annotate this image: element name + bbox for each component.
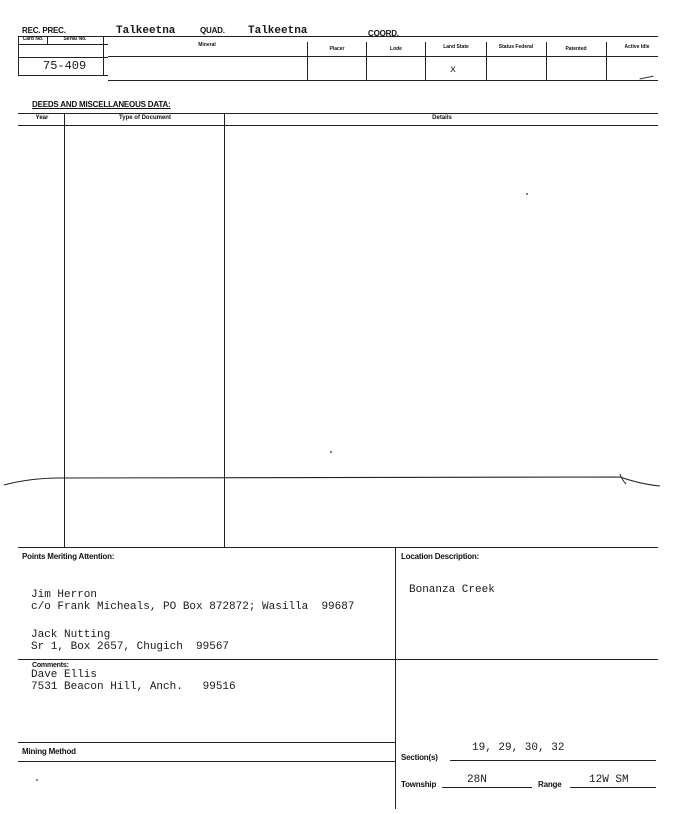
patented-label: Patented bbox=[565, 46, 587, 52]
speck bbox=[36, 779, 38, 781]
header-left-mid-rule bbox=[18, 57, 108, 58]
col-year-label: Year bbox=[35, 115, 49, 121]
rec-prec-label: REC. PREC. bbox=[22, 26, 66, 35]
active-idle-label: Active Idle bbox=[624, 44, 650, 50]
col-type-label: Type of Document bbox=[119, 115, 171, 121]
range-value: 12W SM bbox=[589, 774, 629, 786]
sections-label: Section(s) bbox=[401, 753, 438, 762]
deeds-header-rule bbox=[18, 125, 658, 126]
points-line4: Sr 1, Box 2657, Chugich 99567 bbox=[31, 641, 230, 653]
points-line3: Jack Nutting bbox=[31, 629, 111, 641]
comments-rule bbox=[18, 659, 395, 660]
comments-line1: Dave Ellis bbox=[31, 669, 98, 681]
quad-label: QUAD. bbox=[200, 26, 225, 35]
points-line2: c/o Frank Micheals, PO Box 872872; Wasilla 99687 bbox=[31, 601, 355, 613]
bottom-center-divider bbox=[395, 547, 396, 809]
header-bottom-rule bbox=[108, 80, 658, 81]
sections-underline bbox=[450, 760, 656, 761]
status-federal-label: Status Federal bbox=[498, 44, 534, 50]
header-card-mineral-divider bbox=[103, 36, 104, 76]
placer-label: Placer bbox=[329, 46, 345, 52]
mining-rule bbox=[18, 742, 395, 743]
header-sub-rule bbox=[18, 44, 108, 45]
comments-label: Comments: bbox=[32, 662, 69, 669]
land-state-label: Land State bbox=[443, 44, 469, 50]
speck bbox=[526, 193, 528, 195]
header-bottom-rule-left bbox=[18, 75, 108, 76]
hand-drawn-divider bbox=[0, 470, 678, 494]
range-underline bbox=[570, 787, 656, 788]
mining-bottom-rule bbox=[18, 761, 395, 762]
deeds-title: DEEDS AND MISCELLANEOUS DATA: bbox=[32, 100, 171, 109]
township-value: 28N bbox=[467, 774, 487, 786]
range-label: Range bbox=[538, 780, 562, 789]
mineral-label: Mineral bbox=[198, 42, 216, 48]
land-state-mark: x bbox=[450, 65, 457, 76]
quad-value: Talkeetna bbox=[248, 25, 308, 37]
location-rule bbox=[395, 659, 658, 660]
header-mid-rule bbox=[108, 56, 658, 57]
location-value: Bonanza Creek bbox=[409, 584, 495, 596]
col-details-label: Details bbox=[432, 115, 452, 121]
serial-no-label: Serial No. bbox=[63, 36, 87, 42]
township-underline bbox=[442, 787, 532, 788]
township-label: Township bbox=[401, 780, 437, 789]
card-no-value: 75-409 bbox=[43, 59, 87, 73]
header-state-federal-divider bbox=[486, 42, 487, 80]
header-patented-active-divider bbox=[606, 42, 607, 80]
rec-prec-value: Talkeetna bbox=[116, 25, 176, 37]
sections-value: 19, 29, 30, 32 bbox=[472, 742, 565, 754]
header-left-border bbox=[18, 36, 19, 76]
speck bbox=[330, 451, 332, 453]
header-lode-state-divider bbox=[425, 42, 426, 80]
card-no-label: Card No. bbox=[22, 36, 44, 42]
points-label: Points Meriting Attention: bbox=[22, 552, 115, 561]
stray-pen-mark bbox=[640, 76, 655, 85]
bottom-top-rule bbox=[18, 547, 658, 548]
mining-label: Mining Method bbox=[22, 747, 76, 756]
coord-label: COORD. bbox=[368, 29, 399, 38]
lode-label: Lode bbox=[390, 46, 402, 52]
comments-line2: 7531 Beacon Hill, Anch. 99516 bbox=[31, 681, 236, 693]
points-line1: Jim Herron bbox=[31, 589, 98, 601]
header-top-rule bbox=[18, 36, 658, 37]
location-label: Location Description: bbox=[401, 552, 480, 561]
header-card-serial-divider bbox=[47, 36, 48, 45]
deeds-top-rule bbox=[18, 113, 658, 114]
